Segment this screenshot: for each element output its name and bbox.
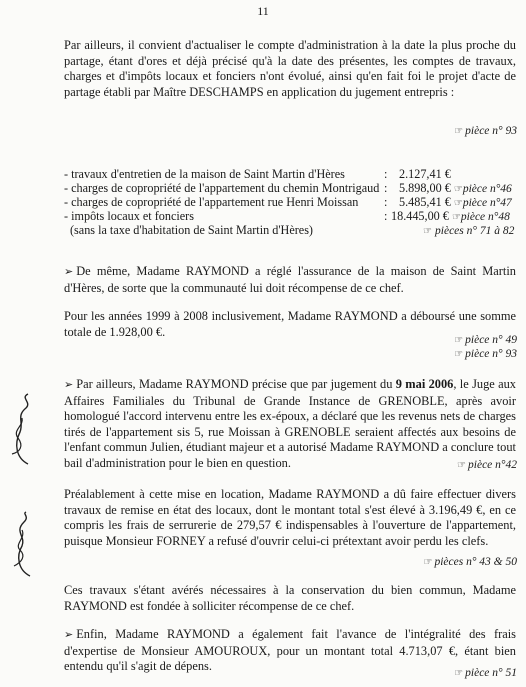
pointing-hand-icon: ☞ — [453, 184, 463, 195]
reference-42: ☞ pièce n°42 — [457, 459, 517, 471]
paragraph-1: Par ailleurs, il convient d'actualiser le compte d'administration à la date la plus proche du partage, étant d'ores et déjà précisé qu'à la date des présentes, les comptes de travaux, charges et d'impôts locaux et fonciers n'ont évolué, ainsi qu'en fait foi le projet d'acte de partage établi par Maître DESCHAMPS en application du jugement entrepris : — [64, 38, 516, 99]
list-item-amount — [391, 209, 510, 224]
amount-value: 5.898,00 € — [399, 181, 451, 195]
list-colon: : — [384, 167, 388, 181]
paragraph-6: Ces travaux s'étant avérés nécessaires à la conservation du bien commun, Madame RAYMOND est fondée à solliciter récompense de ce chef. — [64, 583, 516, 613]
paragraph-3: Pour les années 1999 à 2008 inclusivement, Madame RAYMOND a déboursé une somme totale de 1.928,00 €. — [64, 309, 516, 339]
list-item-amount — [399, 195, 512, 210]
reference-93: ☞ pièce n° 93 — [454, 125, 517, 137]
amount-value: 18.445,00 € — [391, 209, 449, 223]
list-item-label: - impôts locaux et fonciers — [64, 209, 194, 223]
pointing-hand-icon: ☞ — [454, 335, 464, 346]
list-item-amount: 2.127,41 € — [399, 167, 451, 181]
handwritten-initials — [6, 392, 40, 468]
list-item-label: - charges de copropriété de l'appartement du chemin Montrigaud — [64, 181, 380, 195]
paragraph-5: Préalablement à cette mise en location, Madame RAYMOND a dû faire effectuer divers travaux de remise en état des locaux, dont le montant total s'est élevé à 3.196,49 €, en ce compris les frais de serrurerie de 279,57 € indispensables à l'ouverture de l'appartement, puisque Monsieur FORNEY a refusé d'ouvrir celui-ci prétextant avoir perdu les clefs. — [64, 487, 516, 548]
list-item-label: - travaux d'entretien de la maison de Saint Martin d'Hères — [64, 167, 345, 181]
amount-value: 5.485,41 € — [399, 195, 451, 209]
list-item-ref: pièce n°46 — [462, 183, 512, 195]
pointing-hand-icon: ☞ — [423, 226, 432, 237]
reference-43-50: ☞ pièces n° 43 & 50 — [423, 556, 517, 568]
pointing-hand-icon: ☞ — [451, 212, 461, 223]
reference-51: ☞ pièce n° 51 — [454, 667, 517, 679]
paragraph-7: ➢ Enfin, Madame RAYMOND a également fait l'avance de l'intégralité des frais d'expertise de Monsieur AMOUROUX, pour un montant total 4.713,07 €, étant bien entendu qu'il s'agit de dépens. — [64, 627, 516, 674]
list-item-label: - charges de copropriété de l'appartement rue Henri Moissan — [64, 195, 359, 209]
list-colon: : — [384, 209, 388, 223]
arrow-bullet-icon: ➢ — [64, 379, 74, 391]
list-item-label: (sans la taxe d'habitation de Saint Martin d'Hères) — [70, 223, 313, 237]
pointing-hand-icon: ☞ — [453, 198, 463, 209]
judgement-date: 9 mai 2006 — [395, 377, 454, 391]
arrow-bullet-icon: ➢ — [64, 266, 74, 278]
pointing-hand-icon: ☞ — [454, 668, 464, 679]
list-item-ref: pièces n° 71 à 82 — [435, 225, 515, 237]
page-number: 11 — [257, 4, 269, 18]
list-item-ref: pièce n°47 — [462, 197, 512, 209]
reference-49: ☞ pièce n° 49 — [454, 334, 517, 346]
paragraph-4: ➢ Par ailleurs, Madame RAYMOND précise que par jugement du 9 mai 2006, le Juge aux Affaires Familiales du Tribunal de Grande Instance de GRENOBLE, après avoir homologué l'accord intervenu entre les ex-époux, a déclaré que les revenus nets de charges tirés de l'appartement sis 5, rue Moissan à GRENOBLE seraient affectés aux besoins de l'enfant commun Julien, étudiant majeur et a autorisé Madame RAYMOND a conclure tout bail d'administration pour le bien en question. — [64, 377, 516, 470]
pointing-hand-icon: ☞ — [454, 349, 464, 360]
list-colon: : — [384, 195, 388, 209]
paragraph-2: ➢ De même, Madame RAYMOND a réglé l'assurance de la maison de Saint Martin d'Hères, de sorte que la communauté lui doit récompense de ce chef. — [64, 264, 516, 295]
pointing-hand-icon: ☞ — [457, 460, 467, 471]
pointing-hand-icon: ☞ — [454, 126, 464, 137]
pointing-hand-icon: ☞ — [423, 557, 433, 568]
reference-93b: ☞ pièce n° 93 — [454, 348, 517, 360]
list-item-amount — [423, 223, 514, 238]
arrow-bullet-icon: ➢ — [64, 629, 74, 641]
list-colon: : — [384, 181, 388, 195]
list-item-ref: pièce n°48 — [460, 211, 510, 223]
handwritten-initials — [6, 510, 40, 580]
list-item-amount — [399, 181, 512, 196]
